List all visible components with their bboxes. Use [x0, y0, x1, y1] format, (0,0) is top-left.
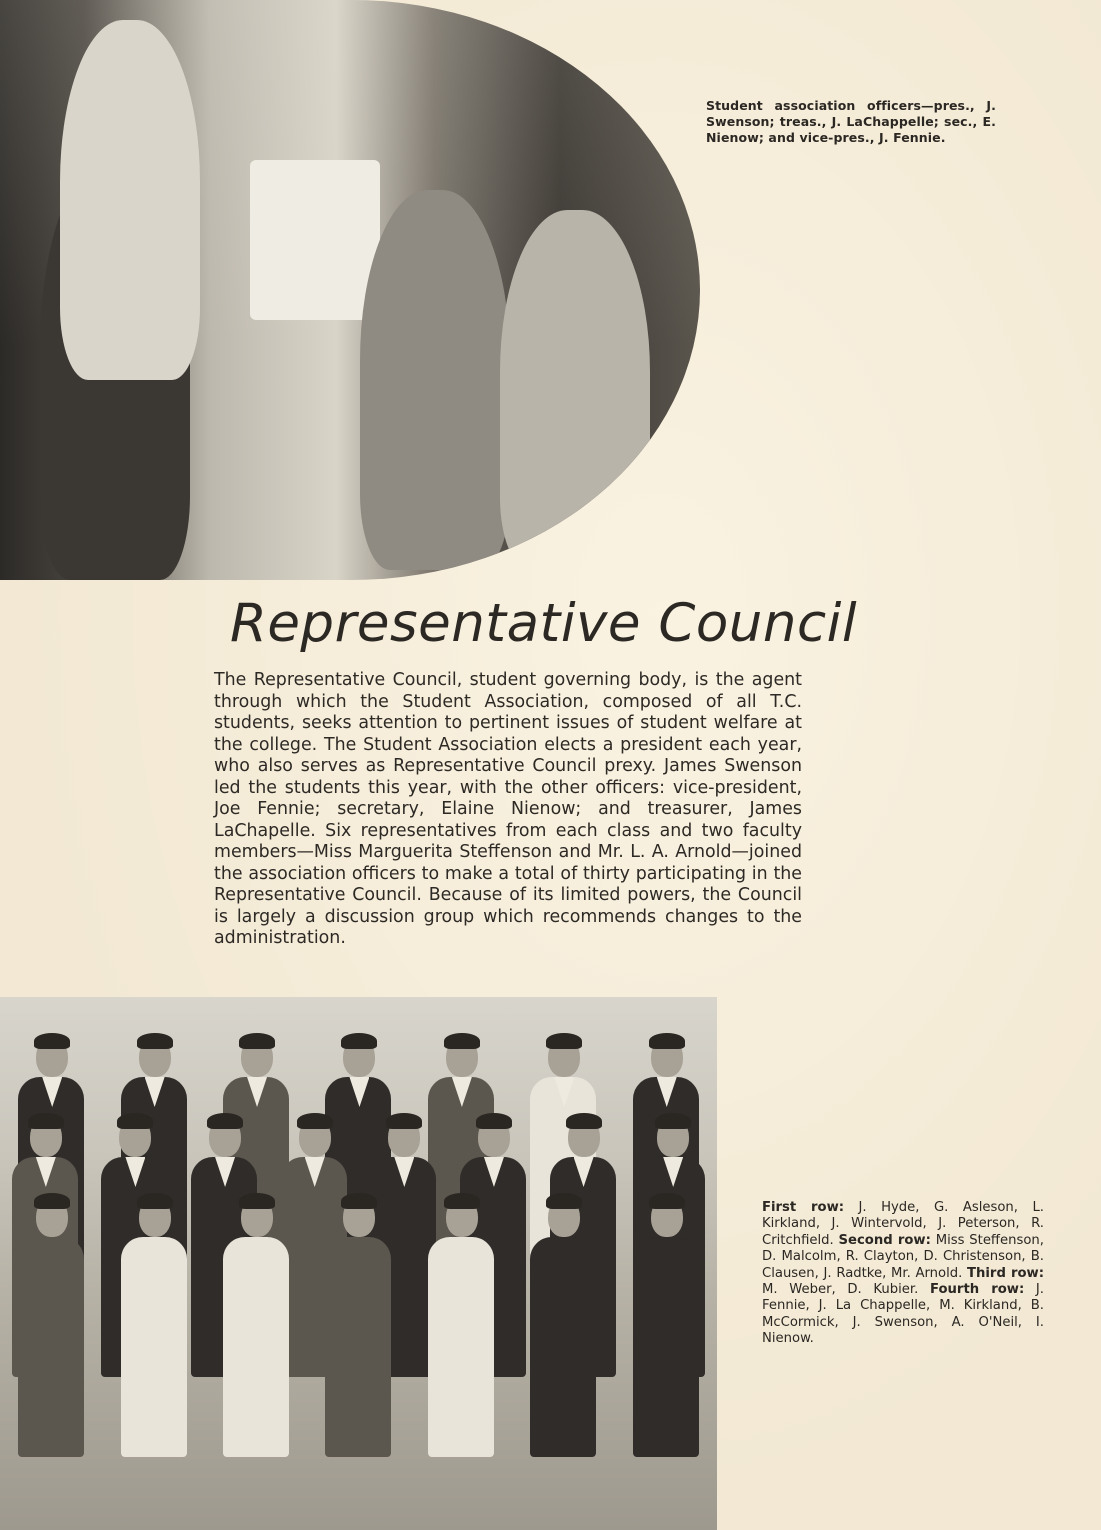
photo-person	[221, 1197, 291, 1457]
photo-row-front	[0, 1197, 717, 1457]
page-title: Representative Council	[230, 593, 858, 654]
officers-photo	[0, 0, 700, 580]
row-label: First row:	[762, 1200, 845, 1215]
photo-figure	[60, 20, 200, 380]
photo-person	[426, 1197, 496, 1457]
photo-person	[528, 1197, 598, 1457]
row-names: J. Hyde, G. Asleson, L. Kirkland, J. Wintervold, J. Peterson, R. Critchfield.	[762, 1200, 1044, 1248]
officers-caption: Student association officers—pres., J. Swenson; treas., J. LaChappelle; sec., E. Nienow; and vice-pres., J. Fennie.	[706, 98, 996, 145]
row-names: Miss Steffenson, D. Malcolm, R. Clayton, D. Christenson, B. Clausen, J. Radtke, Mr. Arnold.	[762, 1232, 1044, 1281]
row-names: J. Fennie, J. La Chappelle, M. Kirkland, B. McCormick, J. Swenson, A. O'Neil, I. Nienow.	[762, 1282, 1045, 1347]
council-group-photo	[0, 997, 717, 1530]
photo-figure	[360, 190, 510, 570]
photo-person	[119, 1197, 189, 1457]
photo-person	[323, 1197, 393, 1457]
photo-person	[631, 1197, 701, 1457]
group-photo-caption	[762, 1200, 1044, 1348]
body-paragraph: The Representative Council, student governing body, is the agent through which the Student Association, composed of all T.C. students, seeks attention to pertinent issues of student welfare at the college. The Student Association elects a president each year, who also serves as Representative Council prexy. James Swenson led the students this year, with the other officers: vice-president, Joe Fennie; secretary, Elaine Nienow; and treasurer, James LaChapelle. Six representatives from each class and two faculty members—Miss Marguerita Steffenson and Mr. L. A. Arnold—joined the association officers to make a total of thirty participating in the Representative Council. Because of its limited powers, the Council is largely a discussion group which recommends changes to the administration.	[214, 670, 802, 948]
row-names: M. Weber, D. Kubier.	[762, 1282, 919, 1298]
row-label: Third row:	[967, 1265, 1044, 1281]
photo-person	[16, 1197, 86, 1457]
row-label: Second row:	[838, 1232, 931, 1248]
photo-figure	[500, 210, 650, 570]
row-label: Fourth row:	[930, 1282, 1025, 1298]
photo-figure	[250, 160, 380, 320]
